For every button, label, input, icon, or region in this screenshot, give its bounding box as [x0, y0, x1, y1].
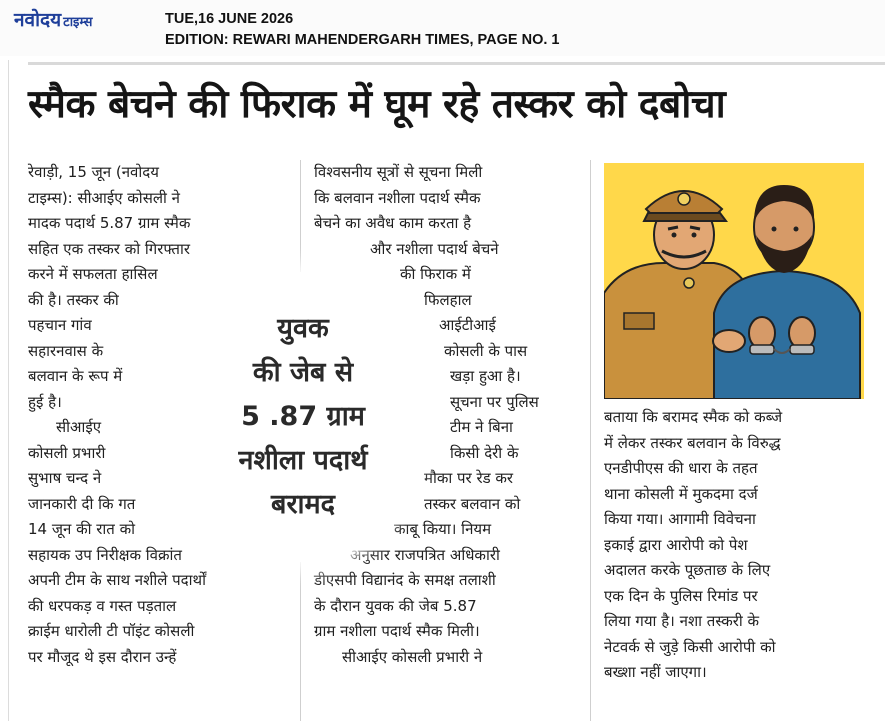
- column-line: कोसली के पास: [444, 341, 528, 360]
- column-line: अपनी टीम के साथ नशीले पदार्थों: [28, 571, 206, 589]
- column-line: सहारनवास के: [28, 341, 104, 360]
- column-line: काबू किया। नियम: [394, 520, 492, 538]
- pull-quote-line: 5 .87 ग्राम: [241, 401, 365, 432]
- column-line: कोसली प्रभारी: [28, 443, 106, 462]
- column-line: सुभाष चन्द ने: [28, 469, 102, 487]
- column-line: अदालत करके पूछताछ के लिए: [604, 561, 771, 579]
- pull-quote-line: बरामद: [271, 489, 335, 520]
- column-line: सीआईए: [56, 418, 102, 436]
- column-line: और नशीला पदार्थ बेचने: [370, 239, 499, 258]
- article-headline: स्मैक बेचने की फिराक में घूम रहे तस्कर को दबोचा: [28, 82, 726, 127]
- column-line: अनुसार राजपत्रित अधिकारी: [350, 545, 500, 564]
- column-line: सूचना पर पुलिस: [450, 392, 539, 411]
- column-line: सहित एक तस्कर को गिरफ्तार: [28, 239, 190, 258]
- pull-quote: [190, 272, 416, 562]
- column-line: डीएसपी विद्यानंद के समक्ष तलाशी: [314, 571, 496, 589]
- column-line: बताया कि बरामद स्मैक को कब्जे: [604, 408, 783, 426]
- newspaper-logo[interactable]: [14, 6, 92, 32]
- column-line: मौका पर रेड कर: [424, 469, 514, 487]
- column-line: कि बलवान नशीला पदार्थ स्मैक: [314, 188, 481, 207]
- logo-main-text: नवोदय: [14, 9, 62, 31]
- masthead: [0, 0, 885, 56]
- column-line: की है। तस्कर की: [28, 290, 119, 309]
- column-line: पहचान गांव: [28, 316, 92, 334]
- logo-sub-text: टाइम्स: [63, 15, 93, 30]
- column-line: क्राईम धारोली टी पॉइंट कोसली: [28, 622, 195, 640]
- column-line: मादक पदार्थ 5.87 ग्राम स्मैक: [28, 214, 191, 232]
- column-line: जानकारी दी कि गत: [28, 494, 136, 513]
- column-line: बेचने का अवैध काम करता है: [314, 214, 472, 232]
- column-line: टीम ने बिना: [450, 418, 513, 436]
- column-line: सीआईए कोसली प्रभारी ने: [342, 647, 483, 666]
- arrest-illustration: [604, 163, 864, 399]
- edition-line: EDITION: REWARI MAHENDERGARH TIMES, PAGE NO. 1: [165, 32, 560, 48]
- column-line: खड़ा हुआ है।: [450, 367, 521, 385]
- column-line: इकाई द्वारा आरोपी को पेश: [604, 535, 748, 554]
- column-line: पर मौजूद थे इस दौरान उन्हें: [28, 647, 177, 666]
- headline-rule: [28, 62, 885, 65]
- column-line: बलवान के रूप में: [28, 367, 123, 385]
- column-line: करने में सफलता हासिल: [28, 265, 158, 283]
- column-line: फिलहाल: [424, 290, 472, 309]
- column-line: किया गया। आगामी विवेचना: [604, 510, 756, 528]
- column-line: एनडीपीएस की धारा के तहत: [604, 459, 758, 477]
- police-arrest-icon: [604, 163, 864, 399]
- column-line: बख्शा नहीं जाएगा।: [604, 663, 707, 681]
- column-line: तस्कर बलवान को: [424, 494, 521, 513]
- column-line: विश्वसनीय सूत्रों से सूचना मिली: [314, 163, 483, 181]
- column-line: थाना कोसली में मुकदमा दर्ज: [604, 484, 758, 503]
- pull-quote-line: नशीला पदार्थ: [238, 445, 368, 476]
- column-line: सहायक उप निरीक्षक विक्रांत: [28, 545, 182, 564]
- column-line: के दौरान युवक की जेब 5.87: [314, 596, 477, 615]
- date-line: TUE,16 JUNE 2026: [165, 11, 294, 27]
- column-line: की फिराक में: [400, 265, 471, 283]
- pull-quote-line: की जेब से: [252, 357, 354, 388]
- column-line: की धरपकड़ व गस्त पड़ताल: [28, 596, 177, 615]
- column-line: लिया गया है। नशा तस्करी के: [604, 612, 760, 630]
- column-line: ग्राम नशीला पदार्थ स्मैक मिली।: [314, 622, 480, 640]
- column-divider: [590, 160, 591, 721]
- page-left-border: [8, 60, 9, 721]
- column-line: आईटीआई: [439, 316, 496, 334]
- pull-quote-line: युवक: [277, 313, 329, 344]
- column-line: नेटवर्क से जुड़े किसी आरोपी को: [604, 637, 776, 656]
- column-line: 14 जून की रात को: [28, 520, 135, 538]
- column-line: रेवाड़ी, 15 जून (नवोदय: [28, 163, 159, 181]
- column-line: टाइम्स): सीआईए कोसली ने: [28, 188, 180, 207]
- column-line: किसी देरी के: [450, 443, 519, 462]
- column-line: एक दिन के पुलिस रिमांड पर: [604, 586, 758, 605]
- column-line: हुई है।: [28, 392, 62, 411]
- edition-info: [165, 9, 559, 51]
- article-column-3: [604, 405, 864, 686]
- column-line: में लेकर तस्कर बलवान के विरुद्ध: [604, 433, 781, 452]
